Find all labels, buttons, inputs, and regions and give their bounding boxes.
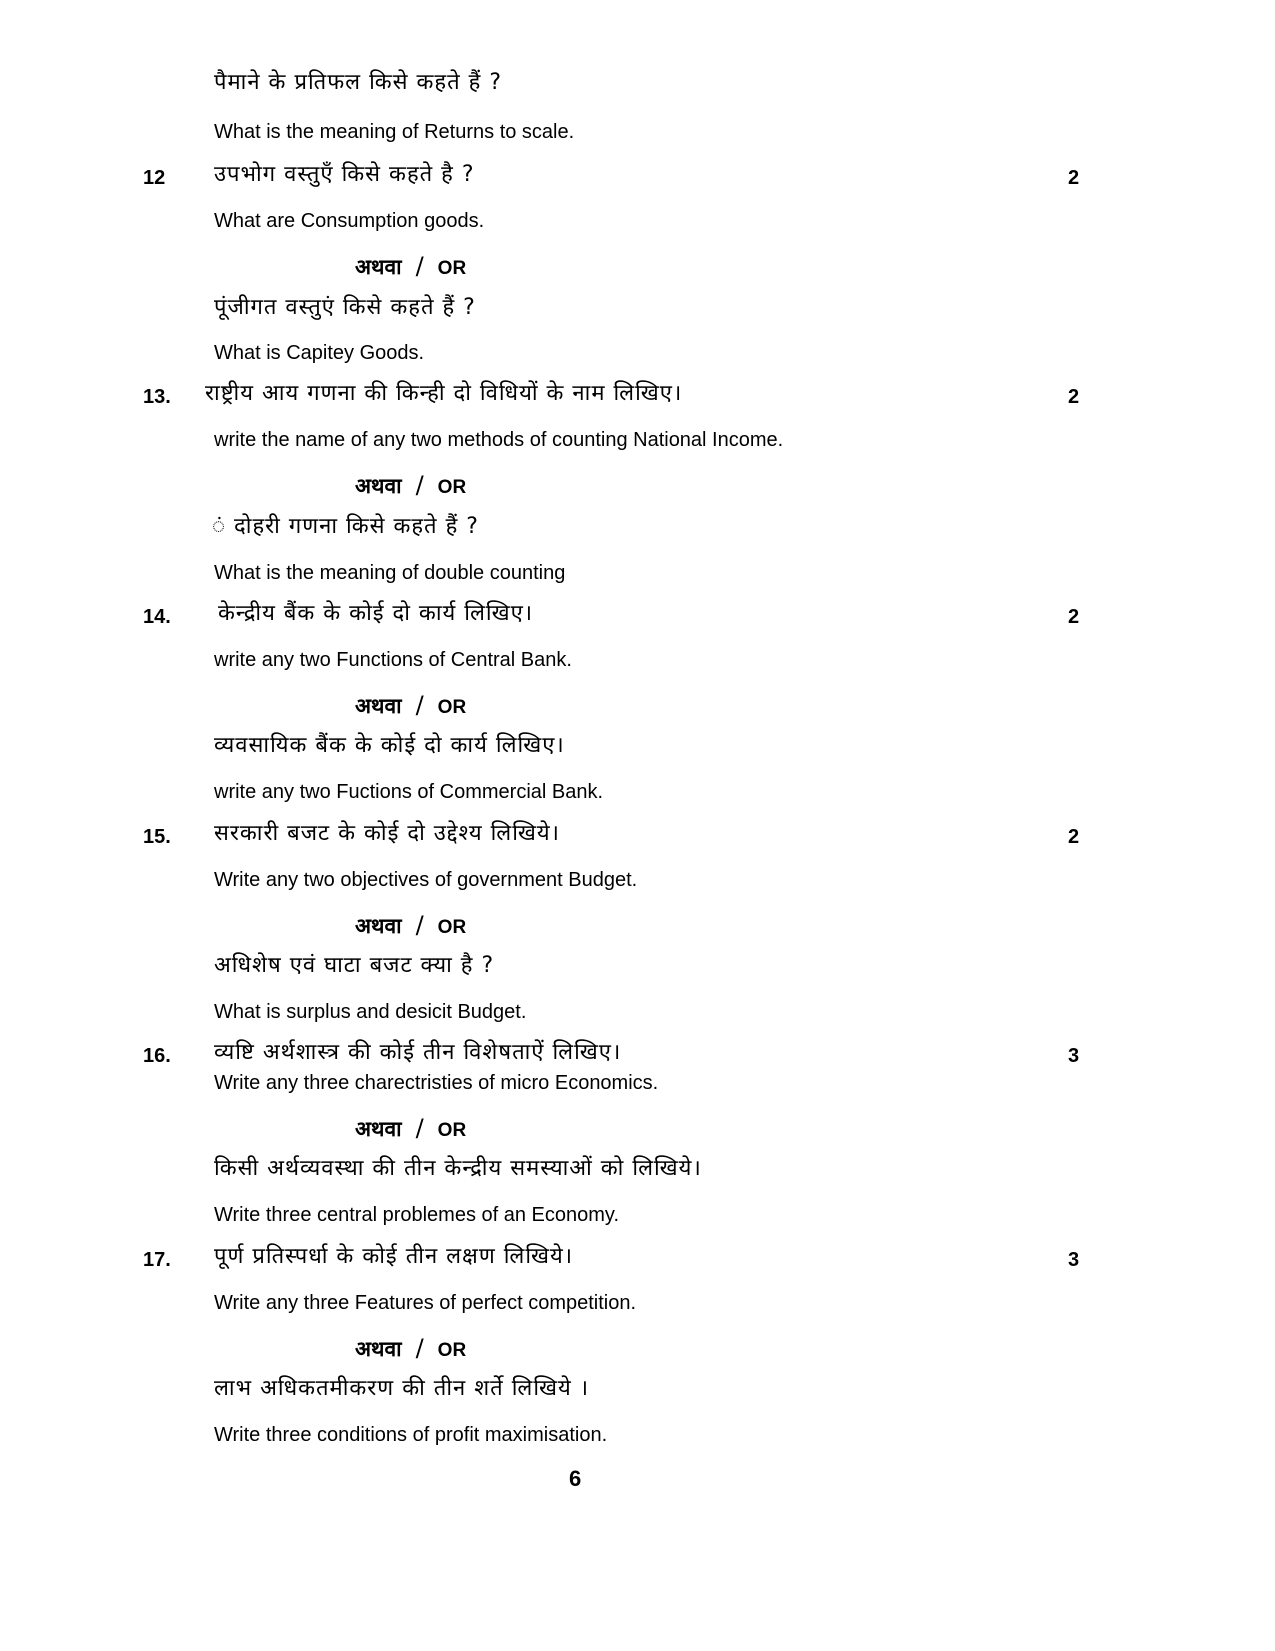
question-16-alt-english: Write three central problemes of an Economy.: [214, 1204, 619, 1226]
question-17-english: Write any three Features of perfect competition.: [214, 1292, 637, 1314]
question-17-marks: 3: [1068, 1249, 1080, 1271]
or-separator: अथवा / OR: [355, 1334, 467, 1362]
question-12-number: 12: [143, 167, 166, 189]
question-15-alt-english: What is surplus and desicit Budget.: [214, 1001, 527, 1023]
or-separator: अथवा / OR: [355, 911, 467, 939]
question-12-marks: 2: [1068, 167, 1080, 189]
or-separator: अथवा / OR: [355, 691, 467, 719]
question-16-number: 16.: [143, 1045, 171, 1067]
question-14-alt-hindi: व्यवसायिक बैंक के कोई दो कार्य लिखिए।: [214, 733, 565, 758]
question-15-hindi: सरकारी बजट के कोई दो उद्देश्य लिखिये।: [214, 821, 560, 846]
question-14-number: 14.: [143, 606, 171, 628]
question-13-marks: 2: [1068, 386, 1080, 408]
question-14-english: write any two Functions of Central Bank.: [214, 649, 572, 671]
or-separator: अथवा / OR: [355, 1114, 467, 1142]
question-12-hindi: उपभोग वस्तुएँ किसे कहते है ?: [214, 162, 475, 187]
or-separator: अथवा / OR: [355, 252, 467, 280]
question-13-alt-english: What is the meaning of double counting: [214, 562, 566, 584]
question-14-alt-english: write any two Fuctions of Commercial Bank.: [214, 781, 604, 803]
question-15-alt-hindi: अधिशेष एवं घाटा बजट क्या है ?: [214, 953, 495, 978]
question-17-number: 17.: [143, 1249, 171, 1271]
question-11-alt-english: What is the meaning of Returns to scale.: [214, 121, 575, 143]
question-17-hindi: पूर्ण प्रतिस्पर्धा के कोई तीन लक्षण लिखिये।: [214, 1244, 574, 1269]
question-15-marks: 2: [1068, 826, 1080, 848]
question-13-hindi: राष्ट्रीय आय गणना की किन्ही दो विधियों के नाम लिखिए।: [205, 381, 683, 406]
question-13-alt-hindi: ं दोहरी गणना किसे कहते हैं ?: [212, 514, 479, 539]
question-12-alt-hindi: पूंजीगत वस्तुएं किसे कहते हैं ?: [214, 295, 476, 320]
question-16-hindi: व्यष्टि अर्थशास्त्र की कोई तीन विशेषताऐं लिखिए।: [214, 1040, 622, 1065]
question-12-alt-english: What is Capitey Goods.: [214, 342, 425, 364]
question-17-alt-hindi: लाभ अधिकतमीकरण की तीन शर्ते लिखिये ।: [214, 1376, 590, 1401]
question-14-marks: 2: [1068, 606, 1080, 628]
question-16-marks: 3: [1068, 1045, 1080, 1067]
page-number: 6: [569, 1466, 582, 1491]
question-11-alt-hindi: पैमाने के प्रतिफल किसे कहते हैं ?: [214, 70, 502, 95]
question-16-english: Write any three charectristies of micro Economics.: [214, 1072, 659, 1094]
or-separator: अथवा / OR: [355, 471, 467, 499]
question-12-english: What are Consumption goods.: [214, 210, 485, 232]
question-16-alt-hindi: किसी अर्थव्यवस्था की तीन केन्द्रीय समस्याओं को लिखिये।: [214, 1156, 702, 1181]
question-15-number: 15.: [143, 826, 171, 848]
question-13-number: 13.: [143, 386, 171, 408]
question-17-alt-english: Write three conditions of profit maximisation.: [214, 1424, 608, 1446]
question-13-english: write the name of any two methods of counting National Income.: [214, 429, 784, 451]
question-15-english: Write any two objectives of government Budget.: [214, 869, 638, 891]
question-14-hindi: केन्द्रीय बैंक के कोई दो कार्य लिखिए।: [218, 601, 534, 626]
